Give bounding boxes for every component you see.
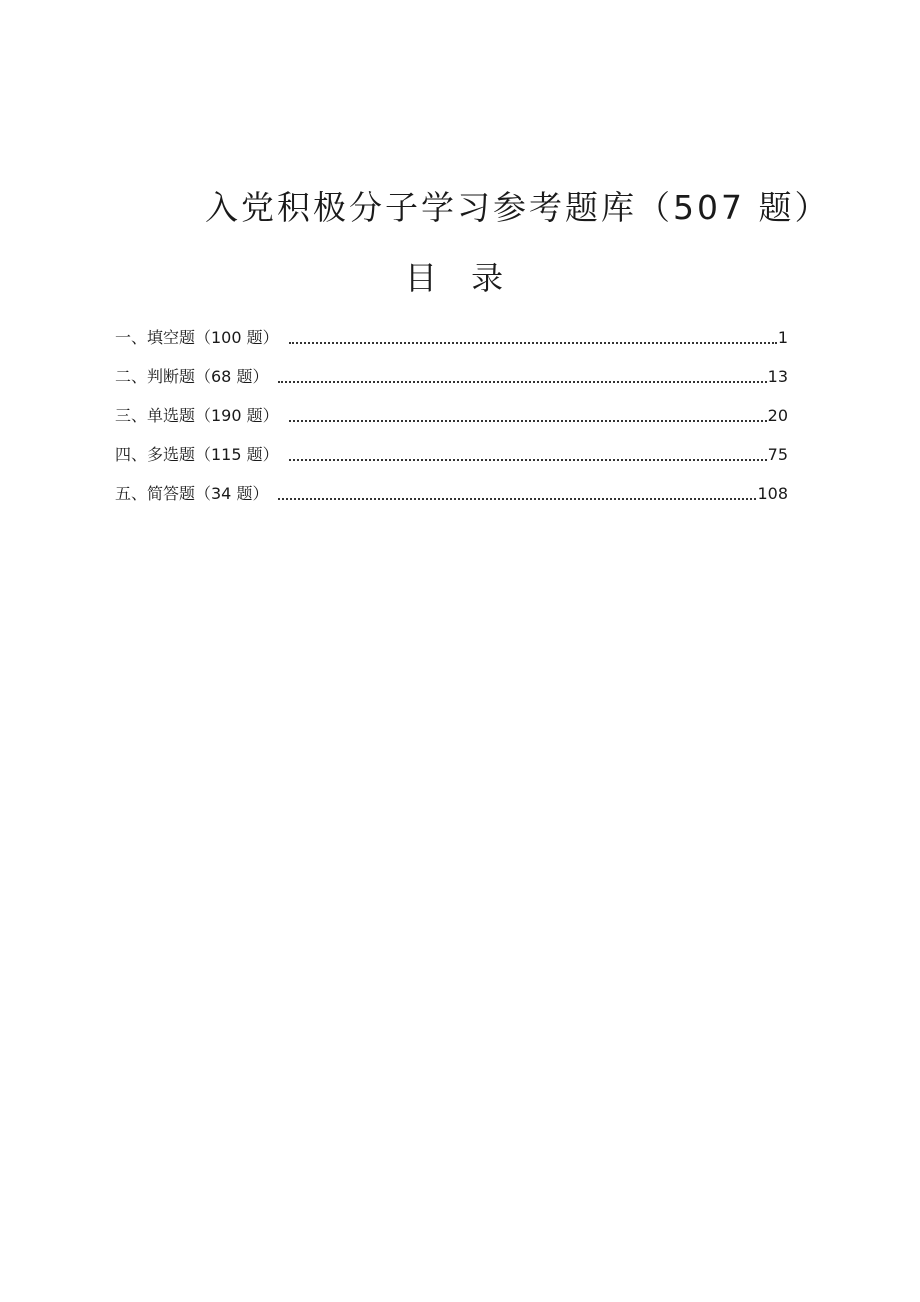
toc-entry-label: 三、单选题（190 题） (115, 406, 279, 425)
toc-entry-multiple-choice[interactable] (115, 427, 788, 466)
toc-dot-leader (289, 419, 767, 422)
toc-entry-fill-in-blank[interactable] (115, 310, 788, 349)
toc-dot-leader (278, 497, 756, 500)
toc-entry-label: 二、判断题（68 题） (115, 367, 269, 386)
toc-entry-page-number: 1 (777, 328, 788, 347)
toc-heading: 目 录 (404, 259, 516, 297)
toc-dot-leader (289, 341, 777, 344)
toc-entry-label: 五、简答题（34 题） (115, 484, 269, 503)
toc-entry-short-answer[interactable] (115, 466, 788, 505)
toc-entry-label: 一、填空题（100 题） (115, 328, 279, 347)
toc-entry-page-number: 75 (767, 445, 788, 464)
table-of-contents (115, 310, 788, 505)
toc-dot-leader (289, 458, 767, 461)
toc-entry-page-number: 20 (767, 406, 788, 425)
toc-entry-label: 四、多选题（115 题） (115, 445, 279, 464)
document-title: 入党积极分子学习参考题库（507 题） (205, 188, 831, 227)
toc-entry-page-number: 108 (757, 484, 788, 503)
toc-dot-leader (278, 380, 766, 383)
toc-entry-page-number: 13 (767, 367, 788, 386)
toc-entry-true-false[interactable] (115, 349, 788, 388)
toc-entry-single-choice[interactable] (115, 388, 788, 427)
